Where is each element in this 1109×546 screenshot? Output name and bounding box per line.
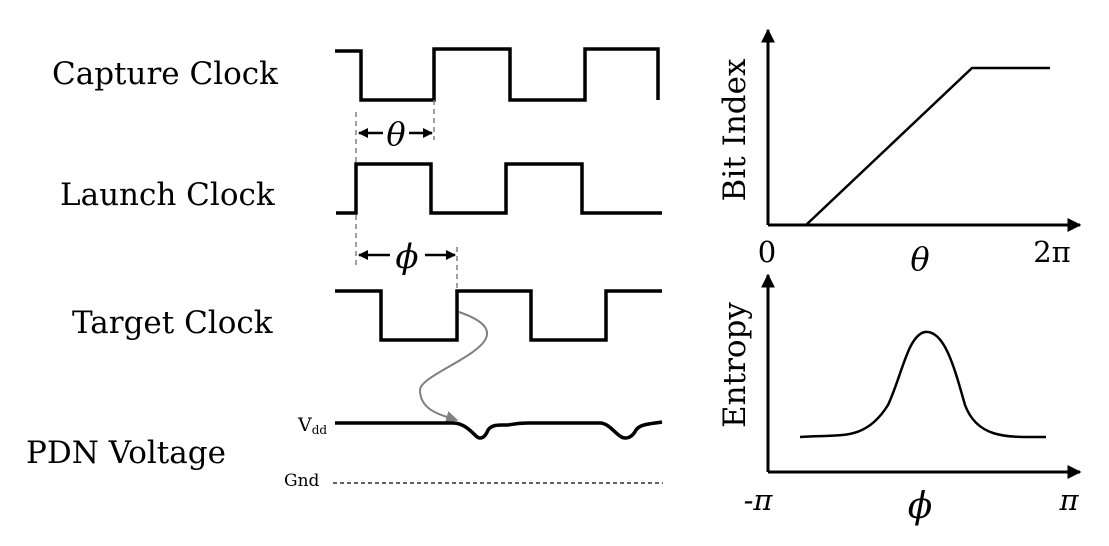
bit-index-curve: [768, 68, 1050, 225]
bottom-plot-x-start: -π: [743, 483, 773, 517]
top-plot-x-start: 0: [757, 235, 777, 269]
launch-clock-label: Launch Clock: [60, 177, 275, 213]
capture-clock-waveform: [335, 49, 658, 100]
bottom-plot-ylabel: Entropy: [717, 302, 753, 428]
launch-clock-waveform: [336, 164, 662, 213]
target-clock-waveform: [335, 291, 662, 340]
target-clock-label: Target Clock: [72, 305, 273, 341]
theta-annotation: θ: [386, 115, 406, 153]
bottom-plot-x-end: π: [1059, 483, 1079, 517]
capture-clock-label: Capture Clock: [52, 56, 278, 92]
phi-annotation: ϕ: [395, 237, 419, 277]
top-plot-ylabel: Bit Index: [717, 58, 753, 202]
top-plot-x-end: 2π: [1033, 235, 1071, 269]
bottom-plot-xlabel: ϕ: [907, 486, 933, 527]
vdd-label: Vdd: [298, 414, 328, 437]
pdn-voltage-label: PDN Voltage: [26, 435, 226, 471]
entropy-curve: [800, 332, 1046, 437]
causal-arrow: [420, 312, 487, 420]
top-plot-xlabel: θ: [910, 240, 930, 278]
pdn-voltage-waveform: [335, 422, 662, 438]
gnd-label: Gnd: [284, 471, 320, 491]
